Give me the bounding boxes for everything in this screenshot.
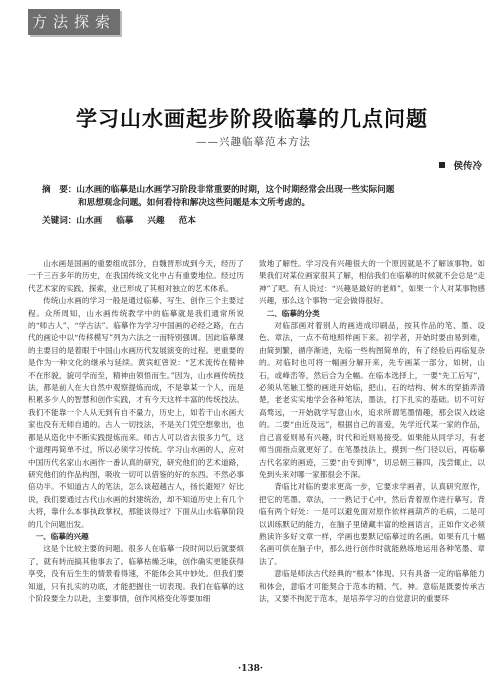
keywords-label: 关键词： bbox=[42, 216, 77, 226]
author-name: 侯传冷 bbox=[453, 161, 482, 172]
author-line bbox=[439, 158, 482, 172]
right-column bbox=[259, 258, 485, 605]
paragraph: 对临部画对着别人的画进成印刷品，按其作品的笔、墨、设色、章法，一点不苟地照样画下来。初学者，开始时要由易到难，由简到繁，循序渐进，先临一些构图简单的，有了经验后再临复杂的。对临时也可将一幅画分解开来，先专画某一部分，如树，山石，或峰峦等，然后合为全幅。在临本选择上，一要“先工后写”，必须从笔触工整的画进开始临，把山、石的结构、树木的穿插弄清楚，老老实实地学会各种笔法，墨法，打下扎实的基础。切不可好高骛远，一开始就学写意山水，追求所谓笔墨情趣，那会误入歧途的。二要“由近及远”，根据自己的喜爱，先学近代某一家的作品，自己喜爱则易有兴趣，时代和近则易接受。如果能从同学习，有老师当面指点就更好了。在笔墨技法上，摸到一些门径以后，再临摹古代名家的画迹，三要“由专到博”，切忌朝三暮四，浅尝辄止，以免到头来对哪一家都很会不深。 bbox=[259, 321, 485, 479]
keyword: 临摹 bbox=[116, 216, 134, 226]
paragraph: 意临是师法古代经典的“根本”体现。只有具备一定的临摹能力和体会，意临才可能契合于范本的精、气、神。意临是既要传承古法，又要不拘泥于范本，是培养学习的自觉意识的重要环 bbox=[259, 569, 485, 603]
article-title: 学习山水画起步阶段临摹的几点问题 bbox=[76, 106, 428, 131]
section-heading: 二、临摹的分类 bbox=[266, 308, 320, 318]
abstract-line-1: 山水画的临摹是山水画学习阶段非常重要的时期，这个时期经常会出现一些实际问题 bbox=[76, 185, 395, 195]
keyword: 范本 bbox=[178, 216, 196, 226]
keyword: 山水画 bbox=[76, 216, 103, 226]
section-badge: 方法探索 bbox=[28, 9, 120, 35]
square-bullet-icon bbox=[439, 162, 445, 168]
paragraph: 传统山水画的学习一般是通过临摹、写生、创作三个主要过程。众所周知，山水画传统教学中的临摹就是我们通常所说的“师古人”、“学古法”。临摹作为学习中国画的必经之路，在古代的画论中以“传移模写”列为六法之一而特别强调。因此临摹课的主要目的是着眼于中国山水画历代发展演变的过程。更重要的是作为一种文化的继承与延续。黄宾虹曾说：“艺术流传在精神不在形貌，貌可学而至，精神由领悟而生。”因为，山水画传统技法，都是前人在大自然中观察提炼而成，不是靠某一个人，而是积累多少人的智慧和创作实践，才有今天这样丰富的传统技法。我们不能靠一个人从无到有自不量力，历史上，如若干山水画大家也没有无师自通的。古人一切技法，不是关门凭空想象出，也都是从造化中不断实践提炼而来。师古人可以省去很多力气，这个道理再简单不过，所以必须学习传统。学习山水画的人，应对中国历代名家山水画作一番认真的研究，研究他们的艺术道路，研究他们的作品构图，吸收一切可以借鉴的好的东西。不然必事倍功半。不知道古人的笔法，怎么谈超越古人，扬长避短？好比说，我们要通过古代山水画的封建统治，却不知道历史上有几个大将，靠什么本事执政掌权，那能谈得过？下面从山水临摹阶段的几个问题出发。 bbox=[28, 296, 244, 529]
keyword: 兴趣 bbox=[147, 216, 165, 226]
abstract-line-2: 和思想观念问题。如何看待和解决这些问题是本文所考虑的。 bbox=[78, 197, 311, 208]
article-subtitle: ——兴趣临摹范本方法 bbox=[196, 136, 311, 148]
paragraph: 致地了解性。学习没有兴趣很大的一个原因就是不了解该事物。如果我们对某位画家很其了解，相信我们在临摹的时候就不会总是“走神”了吧。有人说过：“兴趣是最好的老师”，如果一个人对某事物感兴趣，那么这个事物一定会做得很好。 bbox=[259, 259, 485, 306]
page-number: ·138· bbox=[238, 664, 264, 674]
paragraph: 背临比对临的要求更高一步，它要求学画者，认真研究原作，把它的笔墨、章法，一一熟记于心中，然后背着原作进行摹写。背临有两个好处：一是可以避免面对原作依样画葫芦的毛病，二是可以训练默记的能力，在脑子里储藏丰富的绘画语言，正如作文必须熟读许多好文章一样，学画也要默记临摹过的名画。如果有几十幅名画可供在脑子中，那么进行创作时就能熟练地运用各种笔墨、章法了。 bbox=[259, 482, 485, 566]
keywords bbox=[42, 214, 482, 226]
abstract bbox=[42, 184, 482, 209]
paragraph: 山水画是国画的重要组成部分，自魏晋形成到今天，经历了一千三百多年的历史，在我国传统文化中占有重要地位。经过历代艺术家的实践、探索，业已形成了其相对独立的艺术体系。 bbox=[28, 259, 244, 293]
left-column bbox=[28, 258, 244, 605]
abstract-label: 摘 要： bbox=[42, 185, 77, 195]
paragraph: 这是个比较主要的问题。很多人在临摹一段时间以后就要烦了，就有转而搞其他事去了。临摹枯燥乏味，创作确实更能获得享受，没有后生生的情景看得速，不能体会其中妙处。但我们要知道，只有扎实的功底，才能把握住一切表现。我们在临摹的这个阶段要全力以赴，主要事情，创作风格变化等要加细 bbox=[28, 544, 244, 603]
section-heading: 一、临摹的兴趣 bbox=[35, 531, 89, 541]
